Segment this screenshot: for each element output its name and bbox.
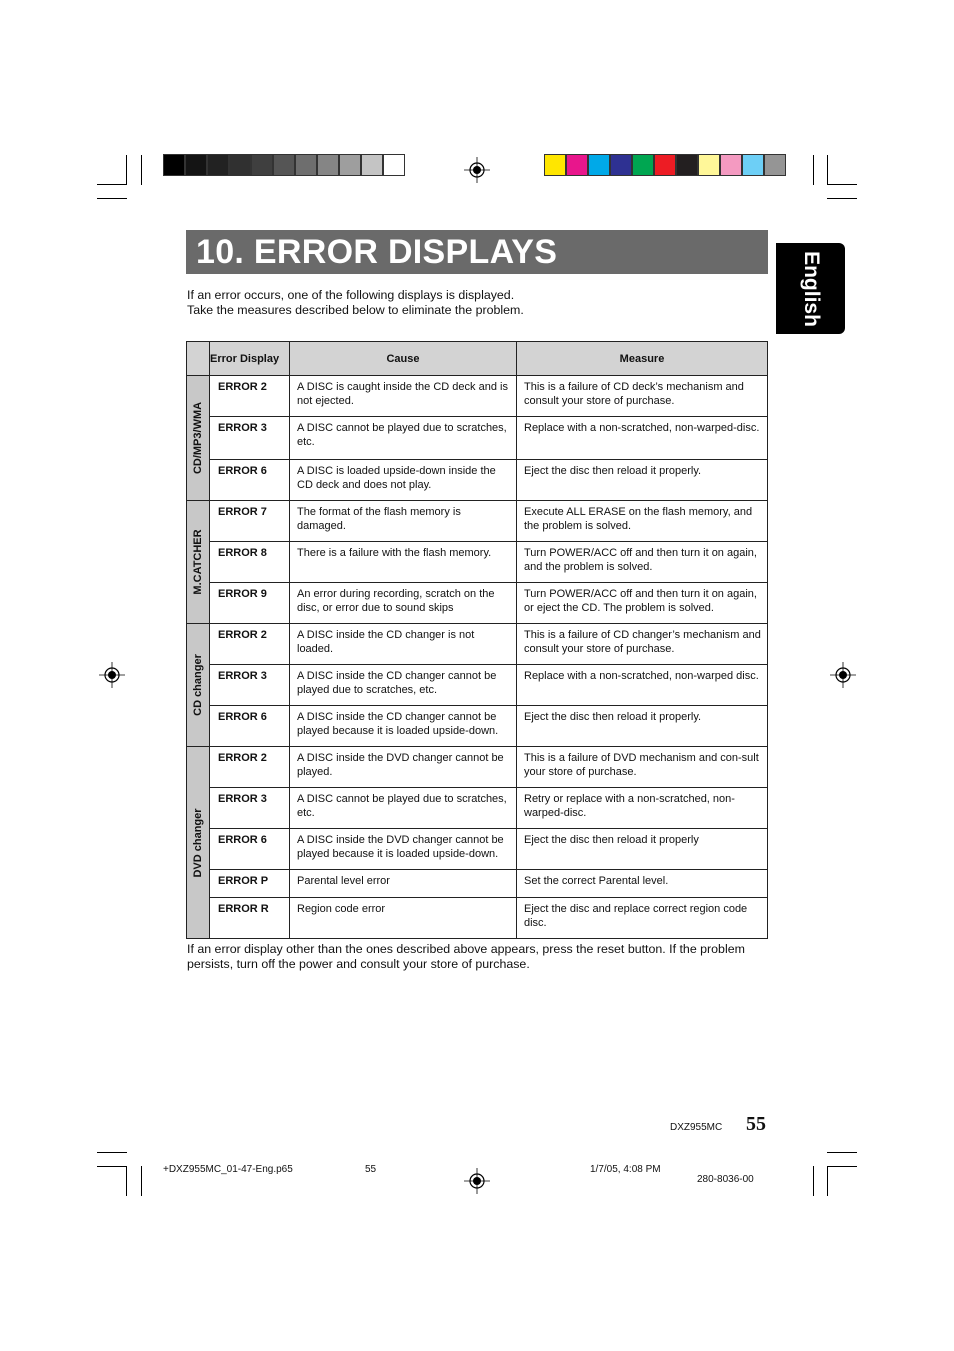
crop-mark [813,155,814,185]
measure-cell: Eject the disc then reload it properly. [517,460,768,501]
crop-mark [97,198,127,199]
cause-cell: A DISC inside the CD changer cannot be played because it is loaded upside-down. [290,706,517,747]
file-name: +DXZ955MC_01-47-Eng.p65 [163,1164,293,1175]
error-code-cell: ERROR 3 [210,417,290,460]
model-label: DXZ955MC [670,1122,723,1133]
table-header-row [187,342,768,376]
cause-cell: There is a failure with the flash memory. [290,542,517,583]
color-swatch [273,154,295,176]
error-code-cell: ERROR P [210,870,290,898]
table-row [187,583,768,624]
color-swatch [720,154,742,176]
measure-cell: Replace with a non-scratched, non-warped disc. [517,665,768,706]
registration-mark-icon [464,1168,490,1194]
process-color-bar [544,154,786,176]
error-code-cell: ERROR 3 [210,788,290,829]
intro-line: Take the measures described below to eliminate the problem. [187,303,524,317]
color-swatch [676,154,698,176]
error-code-cell: ERROR 3 [210,665,290,706]
group-label: M.CATCHER [192,529,204,595]
crop-mark [126,155,127,185]
color-swatch [742,154,764,176]
timestamp: 1/7/05, 4:08 PM [590,1164,661,1175]
measure-cell: This is a failure of CD deck’s mechanism and consult your store of purchase. [517,376,768,417]
cause-cell: A DISC inside the DVD changer cannot be played because it is loaded upside-down. [290,829,517,870]
measure-cell: Eject the disc then reload it properly. [517,706,768,747]
color-swatch [566,154,588,176]
group-label: DVD changer [192,807,204,878]
color-swatch [654,154,676,176]
table-row [187,898,768,939]
grayscale-color-bar [163,154,405,176]
table-row [187,376,768,417]
crop-mark [97,184,127,185]
color-swatch [185,154,207,176]
cause-cell: A DISC cannot be played due to scratches, etc. [290,417,517,460]
header-corner-cell [187,342,210,376]
measure-cell: Execute ALL ERASE on the flash memory, and the problem is solved. [517,501,768,542]
measure-cell: Turn POWER/ACC off and then turn it on again, or eject the CD. The problem is solved. [517,583,768,624]
table-row [187,788,768,829]
measure-cell: This is a failure of DVD mechanism and con-sult your store of purchase. [517,747,768,788]
color-swatch [251,154,273,176]
table-row [187,501,768,542]
file-page: 55 [365,1164,377,1175]
group-label-cell [187,624,210,747]
header-cause: Cause [290,342,517,376]
cause-cell: A DISC is caught inside the CD deck and is not ejected. [290,376,517,417]
table-row [187,542,768,583]
error-code-cell: ERROR 9 [210,583,290,624]
cause-cell: A DISC inside the CD changer cannot be played due to scratches, etc. [290,665,517,706]
color-swatch [610,154,632,176]
table-row [187,460,768,501]
intro-text [187,288,524,318]
cause-cell: A DISC cannot be played due to scratches, etc. [290,788,517,829]
color-swatch [361,154,383,176]
color-swatch [383,154,405,176]
crop-mark [126,1166,127,1196]
error-code-cell: ERROR 2 [210,376,290,417]
error-code-cell: ERROR 2 [210,747,290,788]
error-code-cell: ERROR R [210,898,290,939]
error-code-cell: ERROR 2 [210,624,290,665]
group-label: CD/MP3/WMA [192,401,204,475]
measure-cell: Replace with a non-scratched, non-warped-disc. [517,417,768,460]
color-swatch [163,154,185,176]
measure-cell: Turn POWER/ACC off and then turn it on again, and the problem is solved. [517,542,768,583]
group-label: CD changer [192,654,204,716]
color-swatch [544,154,566,176]
group-label-cell [187,747,210,939]
outro-text: If an error display other than the ones described above appears, press the reset button. If the problem persists, turn off the power and consult your store of purchase. [187,942,745,971]
error-code-cell: ERROR 7 [210,501,290,542]
header-error-display: Error Display [210,342,290,376]
registration-mark-icon [464,157,490,183]
color-swatch [229,154,251,176]
color-swatch [764,154,786,176]
color-swatch [295,154,317,176]
color-swatch [632,154,654,176]
table-row [187,706,768,747]
color-swatch [317,154,339,176]
error-code-cell: ERROR 6 [210,460,290,501]
color-swatch [339,154,361,176]
measure-cell: Eject the disc then reload it properly [517,829,768,870]
cause-cell: Region code error [290,898,517,939]
cause-cell: A DISC is loaded upside-down inside the CD deck and does not play. [290,460,517,501]
group-label-cell [187,501,210,624]
header-measure: Measure [517,342,768,376]
language-tab-label: English [799,250,823,327]
cause-cell: A DISC inside the CD changer is not loaded. [290,624,517,665]
error-table [186,341,768,939]
measure-cell: This is a failure of CD changer’s mechanism and consult your store of purchase. [517,624,768,665]
measure-cell: Set the correct Parental level. [517,870,768,898]
cause-cell: An error during recording, scratch on the disc, or error due to sound skips [290,583,517,624]
crop-mark [141,155,142,185]
color-swatch [207,154,229,176]
table-row [187,417,768,460]
crop-mark [97,1166,127,1167]
crop-mark [827,184,857,185]
language-tab [776,243,845,334]
intro-line: If an error occurs, one of the following displays is displayed. [187,288,515,302]
error-code-cell: ERROR 6 [210,829,290,870]
crop-mark [827,1166,828,1196]
page-number: 55 [746,1113,766,1135]
color-swatch [698,154,720,176]
page-title: 10. ERROR DISPLAYS [196,233,558,271]
crop-mark [827,198,857,199]
cause-cell: A DISC inside the DVD changer cannot be played. [290,747,517,788]
group-label-cell [187,376,210,501]
crop-mark [813,1166,814,1196]
table-row [187,624,768,665]
crop-mark [97,1152,127,1153]
table-row [187,870,768,898]
measure-cell: Eject the disc and replace correct region code disc. [517,898,768,939]
table-row [187,665,768,706]
registration-mark-icon [830,662,856,688]
crop-mark [827,1166,857,1167]
crop-mark [141,1166,142,1196]
crop-mark [827,155,828,185]
cause-cell: Parental level error [290,870,517,898]
measure-cell: Retry or replace with a non-scratched, non-warped-disc. [517,788,768,829]
part-number: 280-8036-00 [697,1174,754,1185]
error-code-cell: ERROR 8 [210,542,290,583]
error-code-cell: ERROR 6 [210,706,290,747]
title-bar [186,230,768,274]
cause-cell: The format of the flash memory is damaged. [290,501,517,542]
table-row [187,747,768,788]
table-row [187,829,768,870]
crop-mark [827,1152,857,1153]
registration-mark-icon [99,662,125,688]
color-swatch [588,154,610,176]
